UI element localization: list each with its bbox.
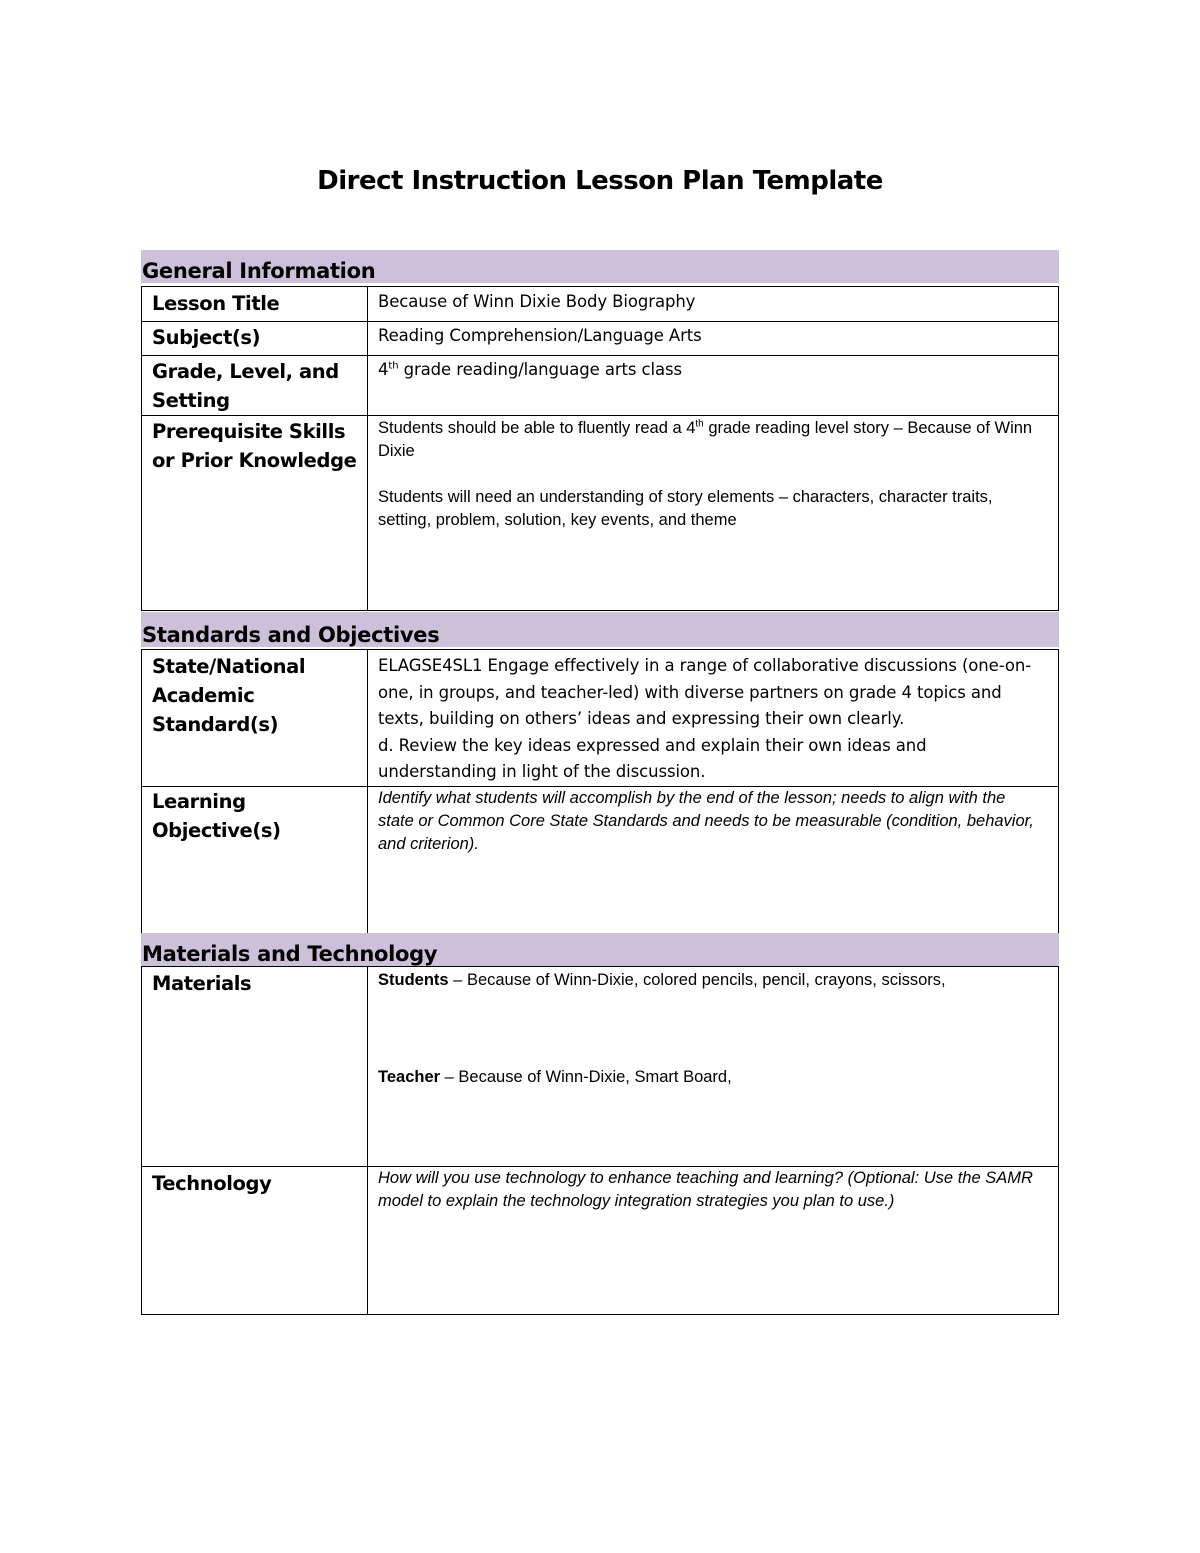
prereq-paragraph-2: Students will need an understanding of story elements – characters, character traits, setting, problem, solution, key events, and theme [378, 488, 993, 529]
general-info-table [141, 286, 1059, 611]
students-label: Students [378, 971, 449, 989]
table-row-technology [142, 1167, 1059, 1315]
lesson-title-label: Lesson Title [142, 287, 368, 322]
section-header-general: General Information [141, 250, 1059, 283]
table-row-prereq [142, 416, 1059, 611]
standard-value[interactable] [368, 650, 1059, 787]
table-row-materials [142, 967, 1059, 1167]
subjects-label: Subject(s) [142, 322, 368, 356]
materials-students-line [378, 969, 1044, 992]
table-row-lesson-title [142, 287, 1059, 322]
grade-value[interactable] [368, 356, 1059, 416]
prereq-value[interactable] [368, 416, 1059, 611]
technology-label: Technology [142, 1167, 368, 1315]
standards-table [141, 649, 1059, 934]
table-row-objective [142, 786, 1059, 933]
lesson-title-value[interactable]: Because of Winn Dixie Body Biography [368, 287, 1059, 322]
grade-label: Grade, Level, and Setting [142, 356, 368, 416]
students-value: – Because of Winn-Dixie, colored pencils, pencil, crayons, scissors, [448, 971, 946, 989]
objective-label: Learning Objective(s) [142, 786, 368, 933]
prereq-text-b: grade reading level story – Because of Winn Dixie [378, 419, 1033, 460]
table-row-standard [142, 650, 1059, 787]
grade-superscript: th [388, 360, 399, 372]
materials-value[interactable] [368, 967, 1059, 1167]
teacher-label: Teacher [378, 1068, 441, 1086]
objective-value[interactable]: Identify what students will accomplish by the end of the lesson; needs to align with the state or Common Core State Standards and needs to be measurable (condition, behavior, and criterion). [368, 786, 1059, 933]
prereq-label: Prerequisite Skills or Prior Knowledge [142, 416, 368, 611]
prereq-superscript: th [695, 418, 704, 430]
standard-paragraph-2: d. Review the key ideas expressed and explain their own ideas and understanding in light of the discussion. [378, 735, 927, 781]
section-header-standards: Standards and Objectives [141, 612, 1059, 647]
grade-text: grade reading/language arts class [398, 360, 683, 379]
grade-number: 4 [378, 360, 389, 379]
section-header-materials: Materials and Technology [141, 933, 1059, 966]
teacher-value: – Because of Winn-Dixie, Smart Board, [440, 1068, 732, 1086]
table-row-subjects [142, 322, 1059, 356]
materials-teacher-line [378, 1066, 1044, 1089]
materials-table [141, 966, 1059, 1315]
materials-label: Materials [142, 967, 368, 1167]
prereq-text-a: Students should be able to fluently read a 4 [378, 419, 696, 437]
document-title: Direct Instruction Lesson Plan Template [317, 166, 883, 196]
technology-value[interactable]: How will you use technology to enhance teaching and learning? (Optional: Use the SAMR model to explain the technology integration strategies you plan to use.) [368, 1167, 1059, 1315]
prereq-paragraph-1 [378, 417, 1044, 463]
standard-paragraph-1: ELAGSE4SL1 Engage effectively in a range of collaborative discussions (one-on-one, in groups, and teacher-led) with diverse partners on grade 4 topics and texts, building on others’ ideas and expressing their own clearly. [378, 656, 1032, 728]
subjects-value[interactable]: Reading Comprehension/Language Arts [368, 322, 1059, 356]
table-row-grade [142, 356, 1059, 416]
standard-label: State/National Academic Standard(s) [142, 650, 368, 787]
